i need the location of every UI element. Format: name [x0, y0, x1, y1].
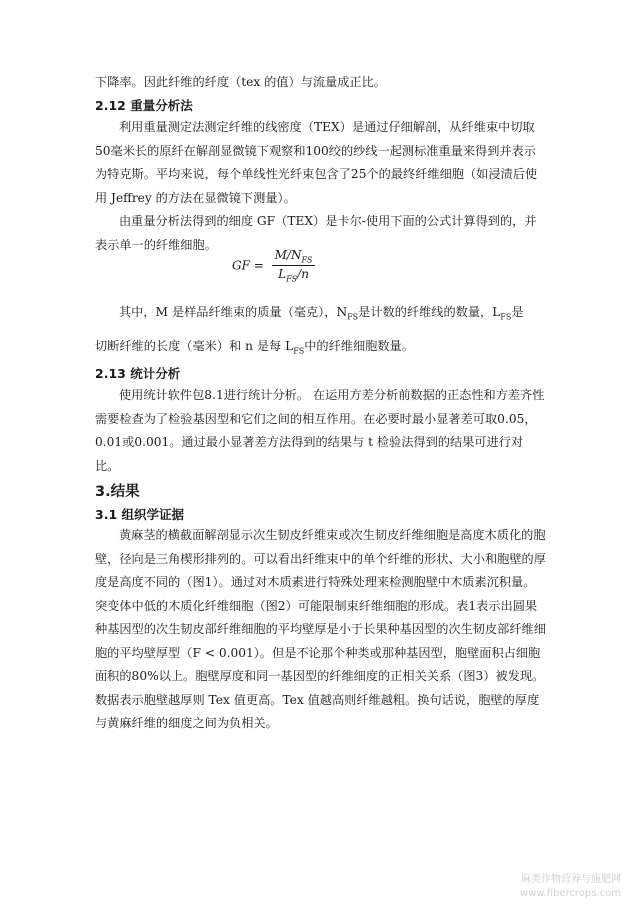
paragraph-top: 下降率。因此纤维的纤度（tex 的值）与流量成正比。	[95, 75, 386, 89]
section-heading-3: 3.结果	[95, 484, 140, 500]
formula-lhs: GF =	[232, 258, 264, 273]
section-heading-3-1: 3.1 组织学证据	[95, 507, 184, 522]
fineness-formula	[232, 248, 315, 284]
paragraph-2-12-3: 其中，M 是样品纤维束的质量（毫克），$N_{FS}$是计数的纤维线的数量，$L_{FS}$是	[119, 305, 524, 322]
paragraph-2-13: 使用统计软件包8.1进行统计分析。 在运用方差分析前数据的正态性和方差齐性需要检查为了检验基因型和它们之间的相互作用。在必要时最小显著差可取0.05，0.01或0.001。通过最小显著差方法得到的结果与 t 检验法得到的结果可进行对比。	[95, 388, 545, 473]
watermark-site-name: 麻类作物营养与施肥网	[521, 874, 621, 885]
paragraph-2-12-2: 由重量分析法得到的细度 GF（TEX）是卡尔-使用下面的公式计算得到的，并表示单一的纤维细胞。	[95, 214, 537, 252]
paragraph-3-1: 黄麻茎的横截面解剖显示次生韧皮纤维束或次生韧皮纤维细胞是高度木质化的胞壁，径向是三角楔形排列的。可以看出纤维束中的单个纤维的形状、大小和胞壁的厚度是高度不同的（图1）。通过对木质素进行特殊处理来检测胞壁中木质素沉积量。突变体中低的木质化纤维细胞（图2）可能限制束纤维细胞的形成。表1表示出圆果种基因型的次生韧皮部纤维细胞的平均壁厚是小于长果种基因型的次生韧皮部纤维细胞的平均壁厚型（F < 0.001）。但是不论那个种类或那种基因型，胞壁面积占细胞面积的80%以上。胞壁厚度和同一基因型的纤维细度的正相关关系（图3）被发现。数据表示胞壁越厚则 Tex 值更高。Tex 值越高则纤维越粗。换句话说，胞壁的厚度与黄麻纤维的细度之间为负相关。	[95, 528, 546, 730]
section-heading-2-13: 2.13 统计分析	[95, 366, 181, 381]
section-heading-2-12: 2.12 重量分析法	[95, 98, 193, 113]
watermark-url: www.fibercrops.com	[519, 888, 621, 899]
paragraph-2-12-4: 切断纤维的长度（毫米）和 n 是每 $L_{FS}$中的纤维细胞数量。	[95, 339, 414, 356]
paragraph-2-12-1: 利用重量测定法测定纤维的线密度（TEX）是通过仔细解剖，从纤维束中切取 50毫米长的原纤在解剖显微镜下观察和100绞的纱线一起测标准重量来得到并表示为特克斯。平均来说，每个单线性光纤束包含了25个的最终纤维细胞（如浸渍后使用 Jeffrey 的方法在显微镜下测量）。	[95, 120, 538, 205]
formula-fraction: $\frac{M/N_{FS}}{L_{FS}/n}$	[272, 248, 316, 284]
